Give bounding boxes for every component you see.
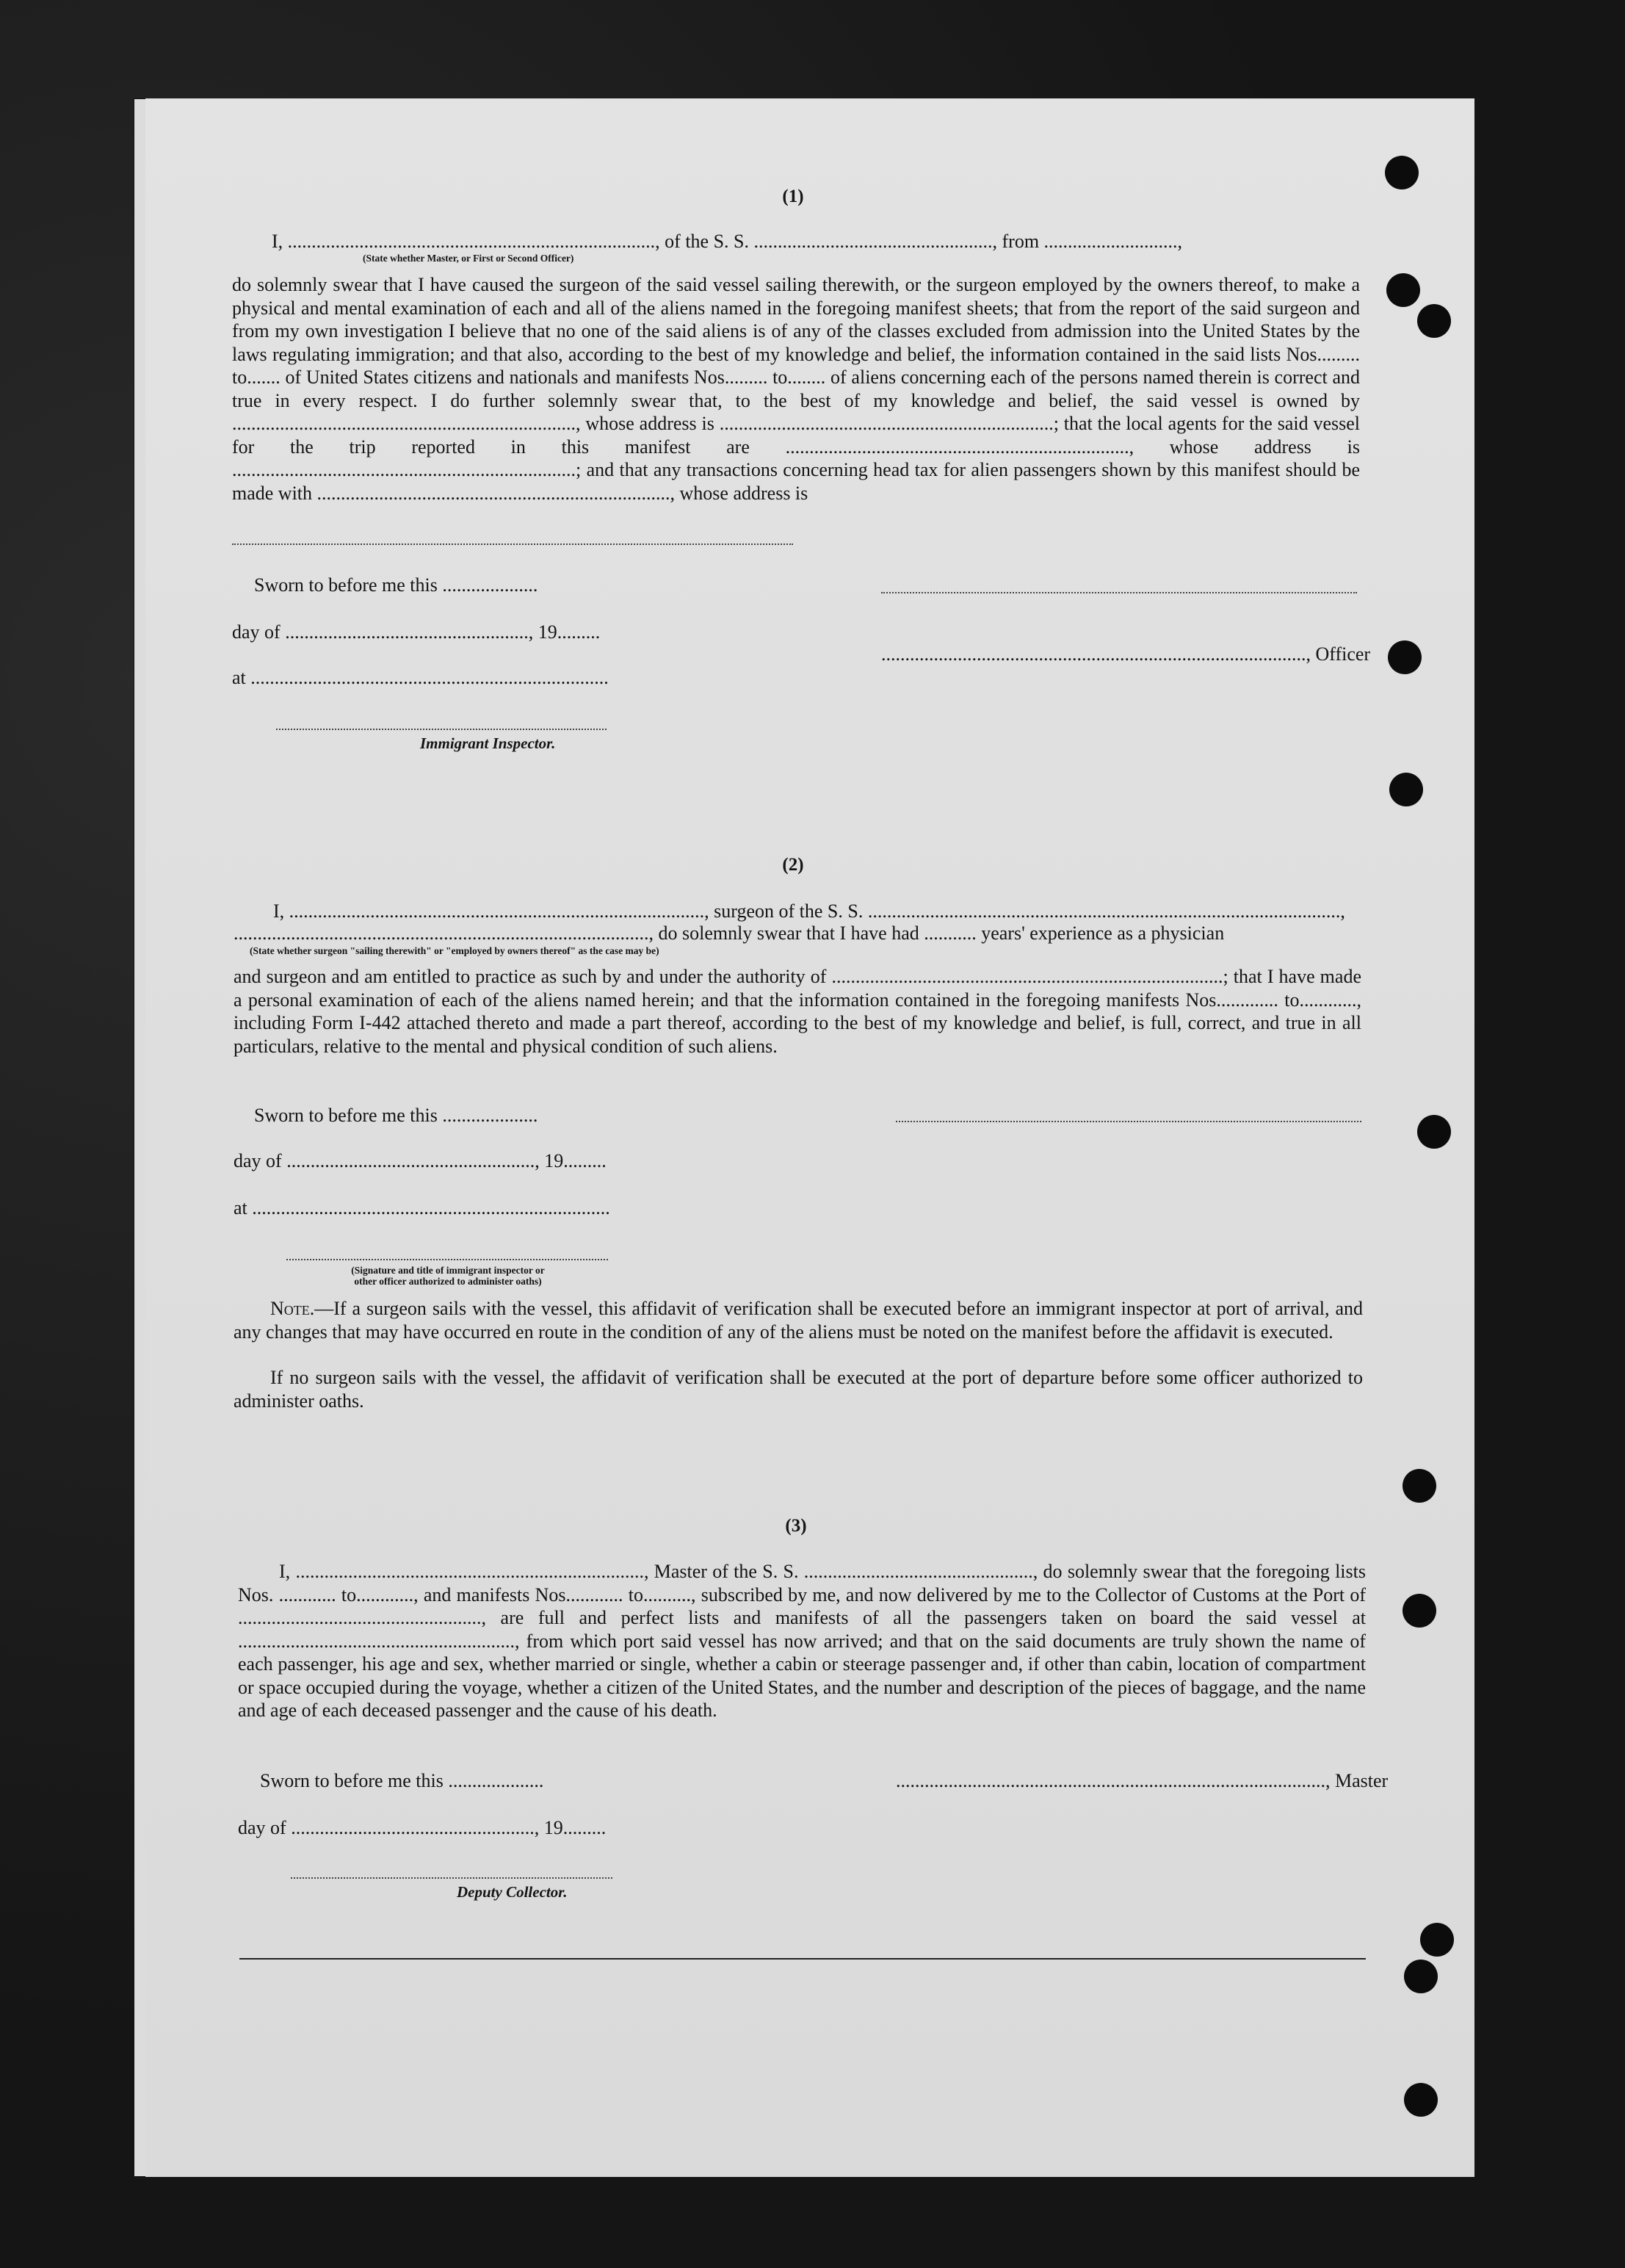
section-1-inspector-caption: Immigrant Inspector. (420, 734, 556, 752)
section-3-master: .........................................................................................., Master (896, 1770, 1389, 1791)
section-1-heading: (1) (782, 187, 804, 206)
section-3-heading: (3) (785, 1516, 807, 1536)
section-1-address-rule (232, 543, 793, 545)
punch-hole (1386, 273, 1420, 307)
section-2-paragraph: and surgeon and am entitled to practice as such by and under the authority of ..................................................................................; that I have made a personal examination of each of the aliens named herein; and that the information contained in the foregoing manifests Nos............. to............, including Form I-442 attached thereto and made a part thereof, according to the best of my knowledge and belief, is full, correct, and true in all particulars, relative to the mental and physical condition of such aliens. (234, 966, 1361, 1057)
section-2-at: at ........................................................................... (234, 1197, 610, 1218)
section-2-note-label: Note. (270, 1298, 315, 1319)
section-2-second-line: ......................................................................................., do solemnly swear that I have had ........... years' experience as a physician (234, 922, 1225, 944)
section-2-note (234, 1297, 1363, 1343)
section-3-collector-caption: Deputy Collector. (457, 1883, 568, 1901)
section-1-state-caption: (State whether Master, or First or Second Officer) (363, 253, 574, 264)
punch-hole (1388, 640, 1422, 674)
section-2-signature-caption-line-2: other officer authorized to administer oaths) (354, 1276, 542, 1287)
punch-hole (1417, 1115, 1451, 1149)
section-3-paragraph: I, ........................................................................., Master of the S. S. ................................................, do solemnly swear that the foregoing lists Nos. ............ to............, and manifests Nos............ to.........., subscribed by me, and now delivered by me to the Collector of Customs at the Port of ..................................................., are full and perfect lists and manifests of all the passengers taken on board the said vessel at .........................................................., from which port said vessel has now arrived; and that on the said documents are truly shown the name of each passenger, his age and sex, whether married or single, whether a cabin or steerage passenger and, if other than cabin, location of compartment or space occupied during the voyage, whether a citizen of the United States, and the number and description of the pieces of baggage, and the name and age of each deceased passenger and the cause of his death. (238, 1561, 1366, 1721)
section-1-at: at ........................................................................... (232, 667, 609, 688)
punch-hole (1420, 1923, 1454, 1957)
bottom-rule (239, 1958, 1366, 1960)
section-1-inspector-rule (276, 729, 607, 730)
punch-hole (1403, 1594, 1436, 1628)
section-2-heading: (2) (782, 855, 804, 875)
punch-hole (1385, 156, 1419, 189)
punch-hole (1404, 1960, 1438, 1993)
section-2-inspector-rule (286, 1259, 608, 1260)
section-2-state-caption: (State whether surgeon "sailing therewith" or "employed by owners thereof" as the case may be) (250, 945, 659, 956)
section-2-day: day of ...................................................., 19......... (234, 1150, 607, 1171)
section-3-collector-rule (291, 1877, 612, 1879)
section-1-officer: ........................................................................................., Officer (881, 643, 1371, 665)
punch-hole (1404, 2083, 1438, 2117)
section-1-signature-rule (881, 592, 1357, 593)
section-1-day: day of ..................................................., 19......... (232, 621, 601, 643)
section-2-signature-rule (896, 1121, 1361, 1122)
section-2-sworn: Sworn to before me this .................... (254, 1105, 538, 1126)
punch-hole (1417, 304, 1451, 338)
section-3-sworn: Sworn to before me this .................... (260, 1770, 544, 1791)
punch-hole (1389, 773, 1423, 806)
section-2-first-line: I, ......................................................................................., surgeon of the S. S. ..................................................................................................., (273, 900, 1345, 922)
section-1-sworn: Sworn to before me this .................... (254, 574, 538, 596)
section-2-note-second: If no surgeon sails with the vessel, the affidavit of verification shall be executed at the port of departure before some officer authorized to administer oaths. (234, 1367, 1363, 1412)
section-3-day: day of ..................................................., 19......... (238, 1817, 607, 1838)
section-2-note-text: —If a surgeon sails with the vessel, this affidavit of verification shall be executed before an immigrant inspector at port of arrival, and any changes that may have occurred en route in the condition of any of the aliens must be noted on the manifest before the affidavit is executed. (234, 1298, 1363, 1343)
section-1-paragraph: do solemnly swear that I have caused the surgeon of the said vessel sailing therewith, or the surgeon employed by the owners thereof, to make a physical and mental examination of each and all of the aliens named in the foregoing manifest sheets; that from the report of the said surgeon and from my own investigation I believe that no one of the said aliens is of any of the classes excluded from admission into the United States by the laws regulating immigration; and that also, according to the best of my knowledge and belief, the information contained in the said lists Nos......... to....... of United States citizens and nationals and manifests Nos......... to........ of aliens concerning each of the persons named therein is correct and true in every respect. I do further solemnly swear that, to the best of my knowledge and belief, the said vessel is owned by ........................................................................, whose address is ......................................................................; that the local agents for the said vessel for the trip reported in this manifest are ........................................................................, whose address is ........................................................................; and that any transactions concerning head tax for alien passengers shown by this manifest should be made with .........................................................................., whose address is (232, 274, 1360, 504)
section-1-first-line: I, ............................................................................., of the S. S. .................................................., from ............................, (272, 231, 1183, 252)
section-2-signature-caption-line-1: (Signature and title of immigrant inspector or (351, 1265, 545, 1276)
punch-hole (1403, 1469, 1436, 1503)
section-2-signature-caption (286, 1265, 609, 1287)
